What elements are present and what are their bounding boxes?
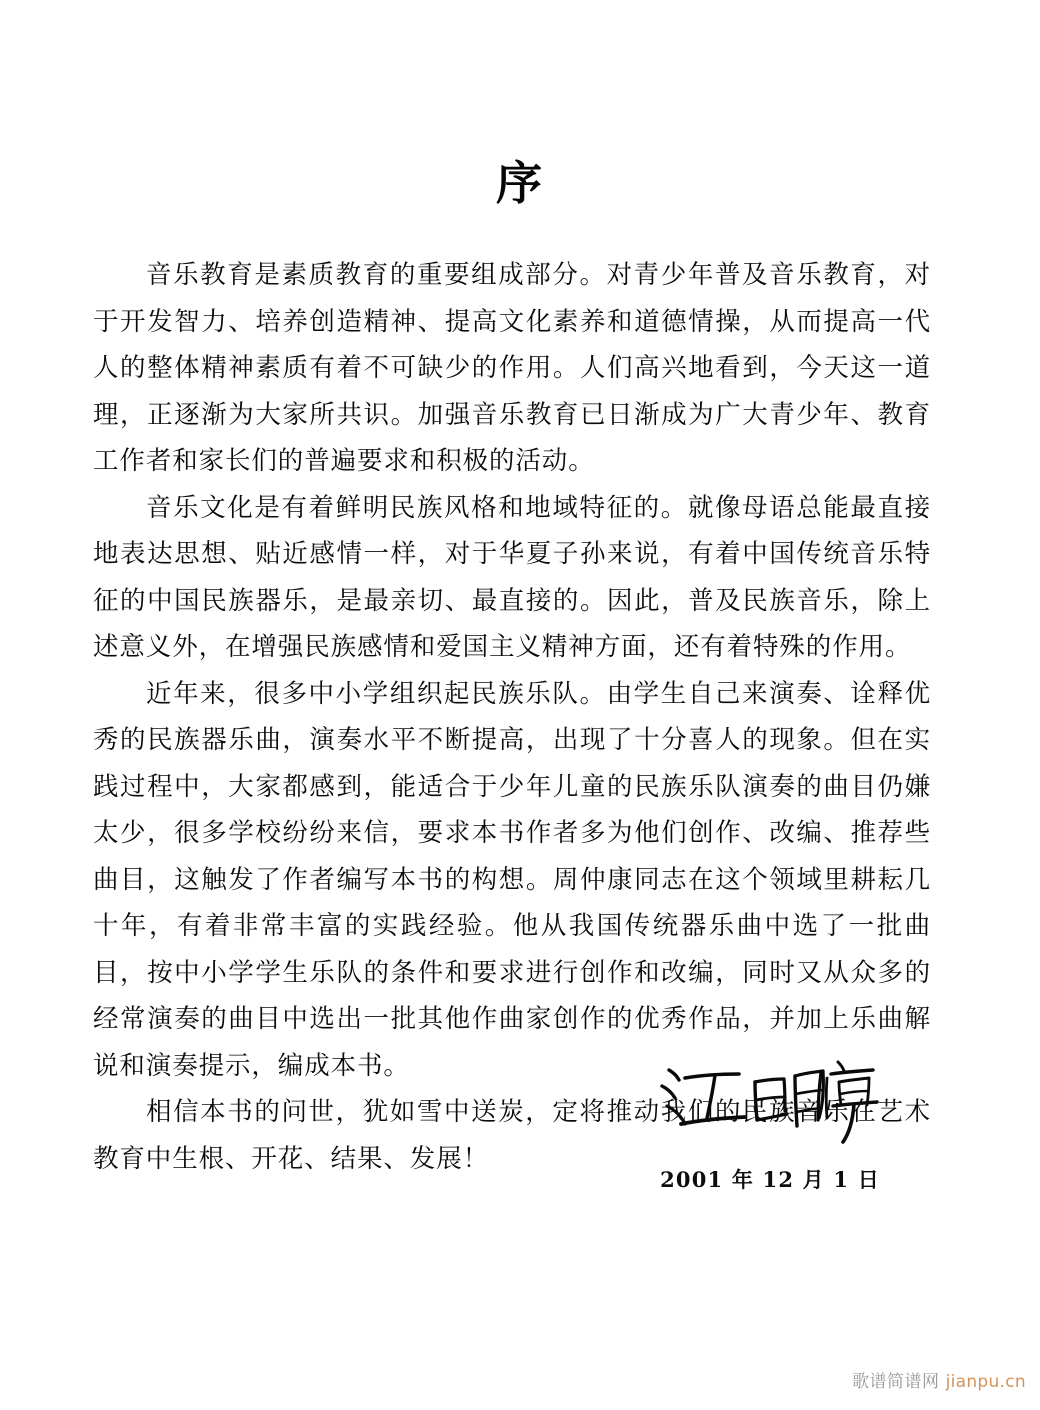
paragraph-4: 相信本书的问世，犹如雪中送炭，定将推动我们的民族音乐在艺术教育中生根、开花、结果、发展！ (93, 1097, 931, 1174)
signature-date: 2001 年 12 月 1 日 (660, 1167, 880, 1192)
document-body (93, 252, 931, 1182)
watermark-site-name: 歌谱简谱网 (852, 1372, 940, 1392)
handwritten-signature-icon (655, 1048, 885, 1144)
signature-block (620, 1048, 920, 1194)
paragraph-1: 音乐教育是素质教育的重要组成部分。对青少年普及音乐教育，对于开发智力、培养创造精神、提高文化素养和道德情操，从而提高一代人的整体精神素质有着不可缺少的作用。人们高兴地看到，今天这一道理，正逐渐为大家所共识。加强音乐教育已日渐成为广大青少年、教育工作者和家长们的普遍要求和积极的活动。 (93, 260, 931, 476)
paragraph-3: 近年来，很多中小学组织起民族乐队。由学生自己来演奏、诠释优秀的民族器乐曲，演奏水平不断提高，出现了十分喜人的现象。但在实践过程中，大家都感到，能适合于少年儿童的民族乐队演奏的曲目仍嫌太少，很多学校纷纷来信，要求本书作者多为他们创作、改编、推荐些曲目，这触发了作者编写本书的构想。周仲康同志在这个领域里耕耘几十年，有着非常丰富的实践经验。他从我国传统器乐曲中选了一批曲目，按中小学学生乐队的条件和要求进行创作和改编，同时又从众多的经常演奏的曲目中选出一批其他作曲家创作的优秀作品，并加上乐曲解说和演奏提示，编成本书。 (93, 678, 931, 1081)
watermark (852, 1367, 1026, 1392)
page-title: 序 (496, 156, 544, 210)
watermark-url: jianpu.cn (945, 1372, 1026, 1392)
paragraph-2: 音乐文化是有着鲜明民族风格和地域特征的。就像母语总能最直接地表达思想、贴近感情一样，对于华夏子孙来说，有着中国传统音乐特征的中国民族器乐，是最亲切、最直接的。因此，普及民族音乐，除上述意义外，在增强民族感情和爱国主义精神方面，还有着特殊的作用。 (93, 492, 931, 662)
